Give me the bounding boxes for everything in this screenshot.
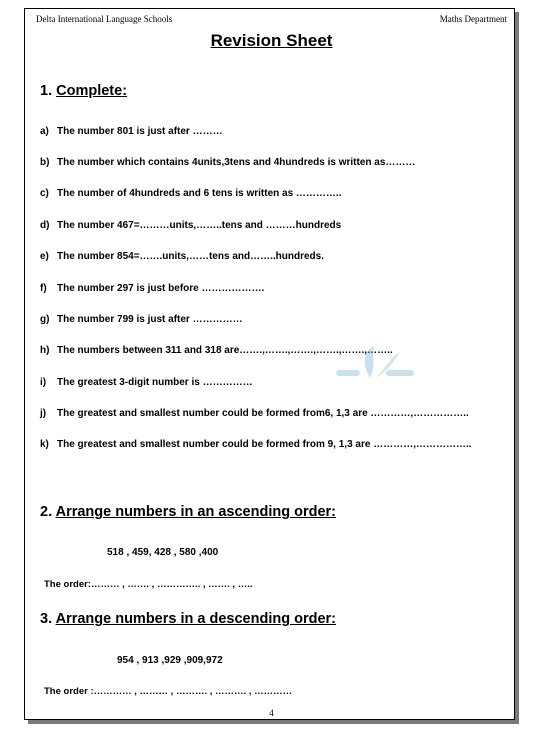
- item-text: The number of 4hundreds and 6 tens is written as …………..: [57, 188, 342, 199]
- section-2-heading: [40, 504, 336, 520]
- watermark-leaf-shape: [365, 346, 374, 378]
- item-text: The number 854=…….units,……tens and……..hundreds.: [57, 251, 324, 262]
- item-letter: f): [40, 283, 47, 294]
- page-shadow-bottom: [28, 720, 519, 724]
- watermark-logo: [330, 340, 420, 390]
- item-letter: h): [40, 345, 50, 356]
- question-item-g: [40, 314, 243, 325]
- item-letter: j): [40, 408, 47, 419]
- section-1-title: Complete:: [56, 83, 128, 99]
- question-item-i: [40, 377, 253, 388]
- section-3-heading: [40, 611, 336, 627]
- header-school-name: Delta International Language Schools: [36, 14, 173, 24]
- question-item-f: [40, 283, 264, 294]
- item-text: The number 799 is just after ……………: [57, 314, 243, 325]
- item-letter: c): [40, 188, 49, 199]
- section-3-number: 3.: [40, 611, 53, 627]
- item-text: The greatest and smallest number could be formed from 9, 1,3 are …………,……………..: [57, 439, 472, 450]
- item-text: The number which contains 4units,3tens and 4hundreds is written as………: [57, 157, 416, 168]
- question-item-k: [40, 439, 472, 450]
- item-letter: d): [40, 220, 50, 231]
- item-text: The greatest 3-digit number is ……………: [57, 377, 253, 388]
- section-2-numbers: 518 , 459, 428 , 580 ,400: [107, 547, 219, 558]
- item-letter: b): [40, 157, 50, 168]
- item-letter: e): [40, 251, 49, 262]
- item-text: The number 801 is just after ………: [57, 126, 223, 137]
- item-letter: a): [40, 126, 49, 137]
- header-department: Maths Department: [439, 14, 507, 24]
- item-text: The numbers between 311 and 318 are…….,…….,…….,…….,…….,……..: [57, 345, 393, 356]
- page-title: Revision Sheet: [210, 31, 333, 50]
- item-text: The greatest and smallest number could be formed from6, 1,3 are …………,……………..: [57, 408, 469, 419]
- item-letter: i): [40, 377, 47, 388]
- item-text: The number 467=………units,……..tens and ………hundreds: [57, 220, 342, 231]
- page-shadow-right: [515, 12, 519, 724]
- question-item-c: [40, 188, 342, 199]
- page-number: 4: [269, 708, 274, 718]
- section-1-number: 1.: [40, 83, 53, 99]
- section-3-numbers: 954 , 913 ,929 ,909,972: [117, 655, 223, 666]
- question-item-e: [40, 251, 324, 262]
- question-item-a: [40, 126, 223, 137]
- section-3-title: Arrange numbers in a descending order:: [55, 611, 336, 627]
- question-item-j: [40, 408, 469, 419]
- item-text: The number 297 is just before ……………….: [57, 283, 265, 294]
- section-3-order-line: The order :………… , ……… , ………. , ………. , …………: [44, 686, 293, 697]
- question-item-b: [40, 157, 415, 168]
- watermark-bar-shape: [386, 370, 414, 376]
- item-letter: k): [40, 439, 49, 450]
- section-1-heading: [40, 83, 127, 99]
- section-2-order-line: The order:……… , ……. , ………….. , ……. , …..: [44, 579, 253, 590]
- section-2-title: Arrange numbers in an ascending order:: [55, 504, 336, 520]
- section-2-number: 2.: [40, 504, 53, 520]
- watermark-bar-shape: [336, 370, 360, 376]
- question-item-d: [40, 220, 341, 231]
- item-letter: g): [40, 314, 50, 325]
